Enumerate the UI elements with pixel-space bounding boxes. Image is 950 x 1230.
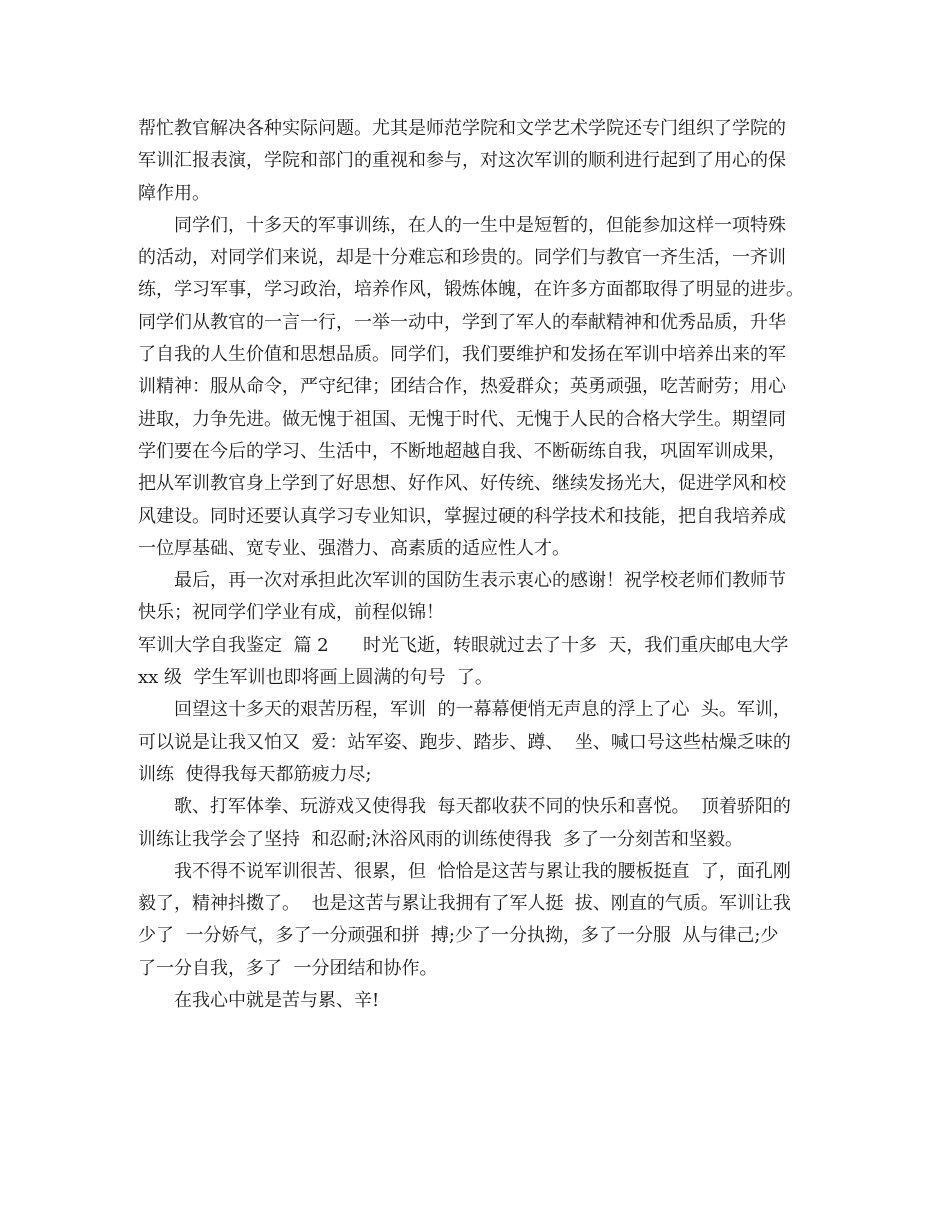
text-line: 的活动，对同学们来说，却是十分难忘和珍贵的。同学们与教官一齐生活，一齐训 xyxy=(138,247,786,269)
text-line: 同学们，十多天的军事训练，在人的一生中是短暂的，但能参加这样一项特殊 xyxy=(174,214,786,236)
text-line: 最后，再一次对承担此次军训的国防生表示衷心的感谢！祝学校老师们教师节 xyxy=(174,570,786,592)
text-line: 我不得不说军训很苦、很累，但 恰恰是这苦与累让我的腰板挺直 了，面孔刚 xyxy=(174,860,791,882)
text-line: 在我心中就是苦与累、辛! xyxy=(174,990,380,1012)
text-line: 训精神：服从命令，严守纪律；团结合作，热爱群众；英勇顽强，吃苦耐劳；用心 xyxy=(138,376,786,398)
text-line: 歌、打军体拳、玩游戏又使得我 每天都收获不同的快乐和喜悦。 顶着骄阳的 xyxy=(174,796,791,818)
text-line: 少了 一分娇气，多了一分顽强和拼 搏;少了一分执拗，多了一分服 从与律己;少 xyxy=(138,925,779,947)
text-line: 军训大学自我鉴定 篇 2 时光飞逝，转眼就过去了十多 天，我们重庆邮电大学 xyxy=(138,634,789,656)
text-line: 风建设。同时还要认真学习专业知识，掌握过硬的科学技术和技能，把自我培养成 xyxy=(138,505,786,527)
text-line: 把从军训教官身上学到了好思想、好作风、好传统、继续发扬光大，促进学风和校 xyxy=(138,473,786,495)
text-line: 回望这十多天的艰苦历程，军训 的一幕幕便悄无声息的浮上了心 头。军训， xyxy=(174,699,791,721)
text-line: 进取，力争先进。做无愧于祖国、无愧于时代、无愧于人民的合格大学生。期望同 xyxy=(138,408,786,430)
text-line: 训练让我学会了坚持 和忍耐;沐浴风雨的训练使得我 多了一分刻苦和坚毅。 xyxy=(138,828,743,850)
text-line: 毅了，精神抖擞了。 也是这苦与累让我拥有了军人挺 拔、刚直的气质。军训让我 xyxy=(138,893,791,915)
text-line: 学们要在今后的学习、生活中，不断地超越自我、不断砺练自我，巩固军训成果， xyxy=(138,440,786,462)
text-line: 同学们从教官的一言一行，一举一动中，学到了军人的奉献精神和优秀品质，升华 xyxy=(138,311,786,333)
document-body xyxy=(138,113,828,1017)
text-line: 训练 使得我每天都筋疲力尽; xyxy=(138,763,372,785)
text-line: xx 级 学生军训也即将画上圆满的句号 了。 xyxy=(138,667,493,689)
text-line: 帮忙教官解决各种实际问题。尤其是师范学院和文学艺术学院还专门组织了学院的 xyxy=(138,118,786,139)
text-line: 军训汇报表演，学院和部门的重视和参与，对这次军训的顺利进行起到了用心的保 xyxy=(138,150,786,172)
text-line: 练，学习军事，学习政治，培养作风，锻炼体魄，在许多方面都取得了明显的进步。 xyxy=(138,279,804,301)
text-line: 一位厚基础、宽专业、强潜力、高素质的适应性人才。 xyxy=(138,537,570,559)
text-line: 了自我的人生价值和思想品质。同学们，我们要维护和发扬在军训中培养出来的军 xyxy=(138,344,786,366)
text-line: 障作用。 xyxy=(138,182,210,204)
text-line: 快乐；祝同学们学业有成，前程似锦！ xyxy=(138,602,444,624)
text-line: 可以说是让我又怕又 爱：站军姿、跑步、踏步、蹲、 坐、喊口号这些枯燥乏味的 xyxy=(138,731,791,753)
text-line: 了一分自我，多了 一分团结和协作。 xyxy=(138,957,438,979)
